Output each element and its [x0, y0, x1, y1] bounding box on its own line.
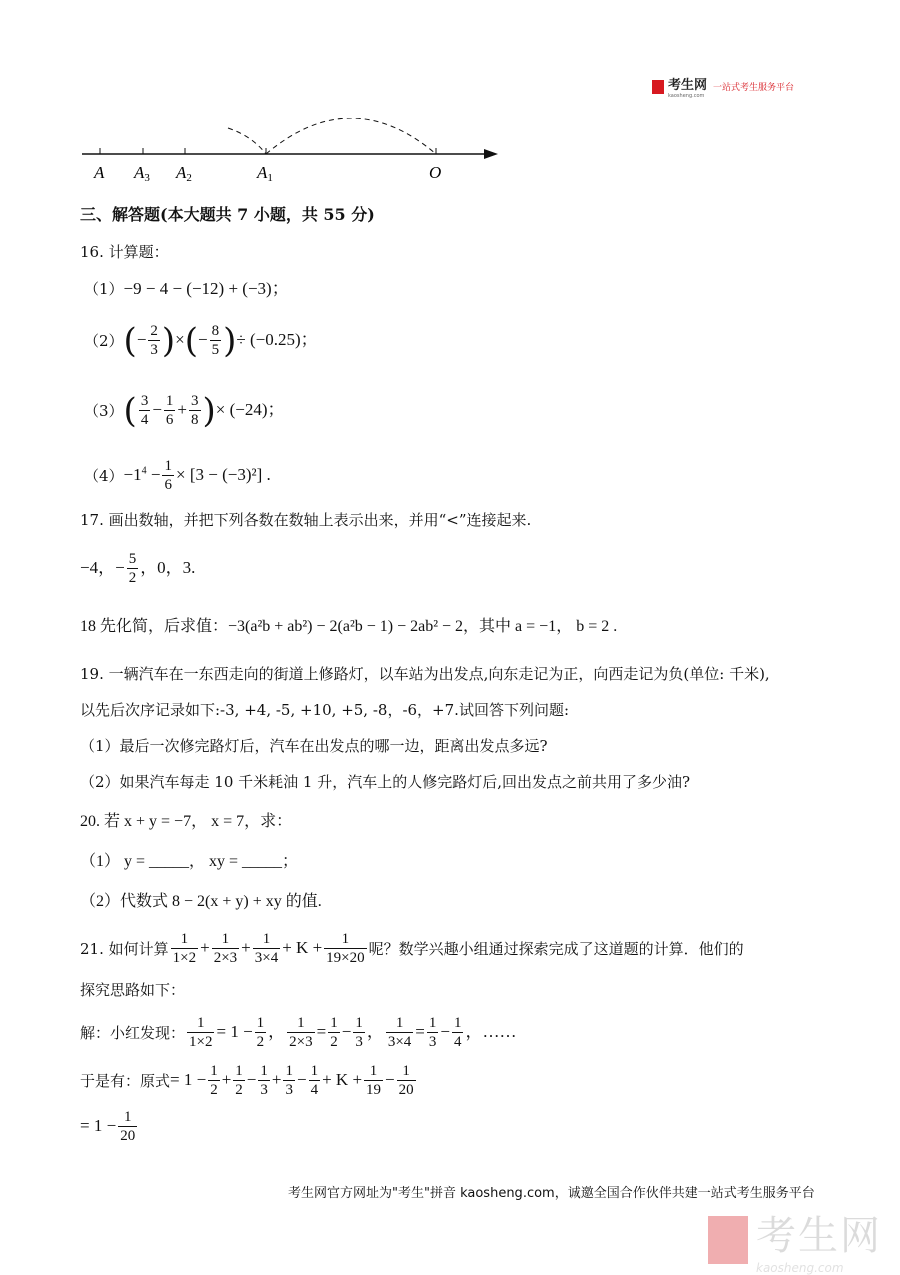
watermark-url: kaosheng.com [756, 1261, 844, 1275]
dashed-arc-O-A1 [266, 118, 436, 154]
dashed-arc-A1-A2 [228, 128, 266, 154]
q20-part1: （1） y = _____， xy = _____； [80, 853, 299, 870]
watermark-name: 考生网 [756, 1213, 882, 1259]
logo-name: 考生网 [668, 78, 708, 93]
q18-text: 18 先化简，后求值：−3(a²b + ab²) − 2(a²b − 1) − 2ab² − 2，其中 a = −1， b = 2 . [80, 618, 618, 635]
q16-part2-tail: ÷ (−0.25)； [236, 330, 318, 350]
watermark-logo-icon [708, 1216, 748, 1264]
q21-expansion: 于是有：原式 = 1 − $\frac{1}{2}$ + $\frac{1}{2}$ − $\frac{1}{3}$ + $\frac{1}{3}$ − $\frac{1}{4}$ + K + $\frac{1}{19}$ − $\frac{1}{20}$ [80, 1063, 414, 1098]
q16-stem: 16. 计算题： [80, 243, 169, 261]
q19-line2: 以先后次序记录如下:-3, +4, -5, +10, +5, -8，-6，+7.试回答下列问题: [80, 701, 569, 719]
number-line-figure [70, 118, 510, 188]
section-title: 三、解答题(本大题共 7 小题，共 55 分) [80, 205, 375, 224]
q16-part4: （4） $-1^4$ − $\frac{1}{6}$ × [3 − (−3)²] . [84, 458, 271, 493]
q17-stem: 17. 画出数轴，并把下列各数在数轴上表示出来，并用“<”连接起来. [80, 511, 532, 529]
logo-url: kaosheng.com [668, 93, 705, 99]
label-A1: A1 [257, 163, 273, 184]
label-A: A [94, 163, 105, 182]
q16-part3: （3） ( $\frac{3}{4}$ − $\frac{1}{6}$ + $\frac{3}{8}$ ) × (−24)； [84, 390, 285, 431]
q19-part2: （2）如果汽车每走 10 千米耗油 1 升，汽车上的人修完路灯后,回出发点之前共用了多少油? [80, 773, 691, 791]
q21-line2: 探究思路如下： [80, 981, 186, 999]
q16-part2: （2） ( − $\frac{2}{3}$ ) × ( − $\frac{8}{5}$ ) ÷ (−0.25)； [84, 320, 318, 361]
q16-part4-tail: × [3 − (−3)²] . [175, 465, 271, 485]
q21-final: = 1 − $\frac{1}{20}$ [80, 1109, 136, 1144]
q17-numbers: −4，− $\frac{5}{2}$ ，0，3. [80, 551, 196, 586]
logo-mark-icon [652, 80, 664, 94]
q20-part2: （2）代数式 8 − 2(x + y) + xy 的值. [80, 893, 322, 910]
label-A3: A3 [134, 163, 150, 184]
q16-part3-tail: × (−24)； [215, 400, 285, 420]
q21-stem: 21. 如何计算 $\frac{1}{1\times 2}$ + $\frac{1}{2\times 3}$ + $\frac{1}{3\times 4}$ + K + $\frac{1}{19\times 20}$ 呢？数学兴趣小组通过探索完成了这道题的计算．他们的 [80, 931, 744, 966]
logo-slogan: 一站式考生服务平台 [713, 83, 795, 93]
label-A2: A2 [176, 163, 192, 184]
q16-part1: （1） −9 − 4 − (−12) + (−3)； [84, 279, 289, 299]
q20-stem: 20. 若 x + y = −7， x = 7，求： [80, 813, 293, 830]
label-O: O [429, 163, 442, 182]
number-line-arrow [484, 149, 498, 159]
header-logo [652, 74, 794, 99]
q16-part1-expr: −9 − 4 − (−12) + (−3)； [123, 279, 289, 298]
watermark [708, 1204, 882, 1275]
q19-part1: （1）最后一次修完路灯后，汽车在出发点的哪一边，距离出发点多远? [80, 737, 548, 755]
footer-text: 考生网官方网址为"考生"拼音 kaosheng.com，诚邀全国合作伙伴共建一站式考生服务平台 [288, 1186, 815, 1201]
q19-line1: 19. 一辆汽车在一东西走向的街道上修路灯，以车站为出发点,向东走记为正，向西走记为负(单位: 千米), [80, 665, 770, 683]
q21-discovery: 解：小红发现： $\frac{1}{1\times 2}$ = 1 − $\frac{1}{2}$ ， $\frac{1}{2\times 3}$ = $\frac{1}{2}$ − $\frac{1}{3}$ ， $\frac{1}{3\times 4}$ = $\frac{1}{3}$ − $\frac{1}{4}$ ，…… [80, 1015, 517, 1050]
